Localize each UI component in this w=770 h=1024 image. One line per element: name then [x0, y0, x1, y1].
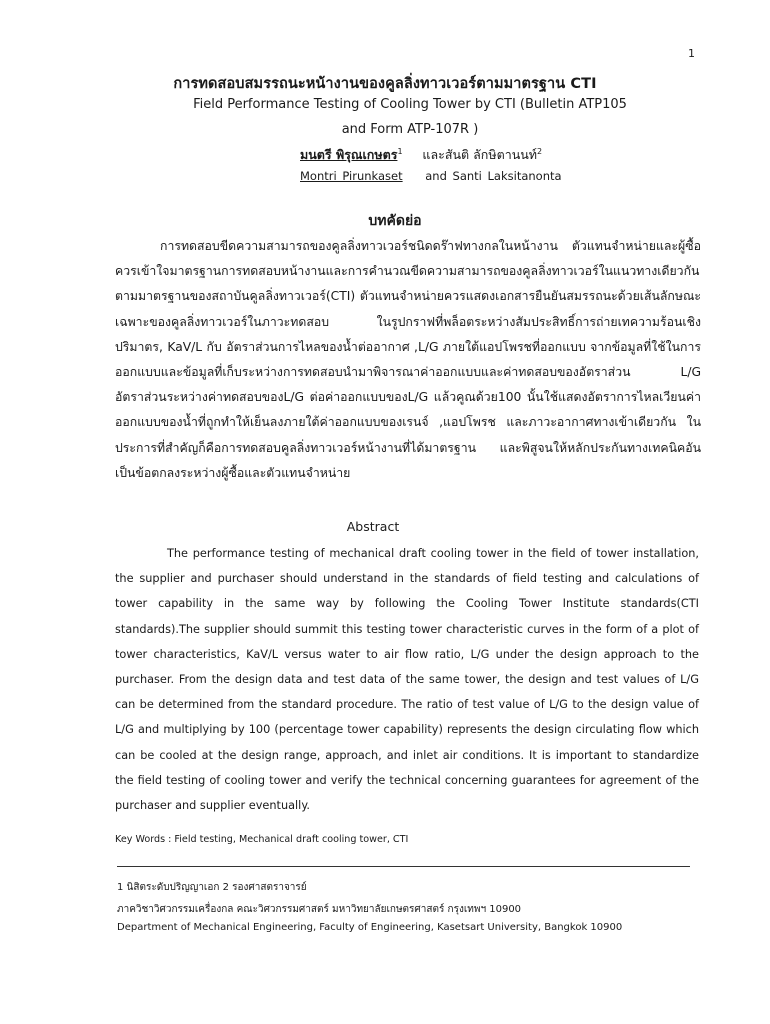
- thai-abstract-paragraph: การทดสอบขีดความสามารถของคูลลิ่งทาวเวอร์ชนิดดร๊าฟทางกลในหน้างาน ตัวแทนจำหน่ายและผู้ซื้อควรเข้าใจมาตรฐานการทดสอบหน้างานและการคำนวณขีดความสามารถของคูลลิ่งทาวเวอร์ในแนวทางเดียวกันตามมาตรฐานของสถาบันคูลลิ่งทาวเวอร์(CTI) ตัวแทนจำหน่ายควรแสดงเอกสารยืนยันสมรรถนะด้วยเส้นลักษณะเฉพาะของคูลลิ่งทาวเวอร์ในภาวะทดสอบ ในรูปกราฟที่พล็อตระหว่างสัมประสิทธิ์การถ่ายเทความร้อนเชิงปริมาตร, KaV/L กับ อัตราส่วนการไหลของน้ำต่ออากาศ ,L/G ภายใต้แอปโพรชที่ออกแบบ จากข้อมูลที่ใช้ในการออกแบบและข้อมูลที่เก็บระหว่างการทดสอบนำมาพิจารณาค่าออกแบบและค่าทดสอบของอัตราส่วน L/G อัตราส่วนระหว่างค่าทดสอบของL/G ต่อค่าออกแบบของL/G แล้วคูณด้วย100 นั้นใช้แสดงอัตราการไหลเวียนค่าออกแบบของน้ำที่ถูกทำให้เย็นลงภายใต้ค่าออกแบบของเรนจ์ ,แอปโพรช และภาวะอากาศทางเข้าเดียวกัน ในประการที่สำคัญก็คือการทดสอบคูลลิ่งทาวเวอร์หน้างานที่ได้มาตรฐาน และพิสูจนให้หลักประกันทางเทคนิคอันเป็นข้อตกลงระหว่างผู้ซื้อและตัวแทนจำหน่าย: [115, 239, 701, 480]
- paper-title-english-line-1: Field Performance Testing of Cooling Tower by CTI (Bulletin ATP105: [193, 97, 627, 112]
- author-1-english: Montri Pirunkaset: [300, 169, 403, 183]
- author-1-superscript: 1: [397, 146, 403, 156]
- abstract-heading: Abstract: [346, 519, 400, 534]
- author-2-superscript: 2: [537, 146, 543, 156]
- thai-abstract-heading: บทคัดย่อ: [368, 213, 422, 229]
- abstract-body: [115, 541, 699, 818]
- abstract-paragraph: The performance testing of mechanical draft cooling tower in the field of tower installation, the supplier and purchaser should understand in the standards of field testing and calculations of tower capability in the same way by following the Cooling Tower Institute standards(CTI standards).The supplier should summit this testing tower characteristic curves in the form of a plot of tower characteristics, KaV/L versus water to air flow ratio, L/G under the design approach to the purchaser. From the design data and test data of the same tower, the design and test values of L/G can be determined from the standard procedure. The ratio of test value of L/G to the design value of L/G and multiplying by 100 (percentage tower capability) represents the design circulating flow which can be cooled at the design range, approach, and inlet air conditions. It is important to standardize the field testing of cooling tower and verify the technical concerning guarantees for agreement of the purchaser and supplier eventually.: [115, 547, 699, 813]
- paper-title-english-line-2: and Form ATP-107R ): [341, 122, 479, 137]
- author-2-english: and Santi Laksitanonta: [425, 169, 562, 183]
- paper-title-thai: การทดสอบสมรรถนะหน้างานของคูลลิ่งทาวเวอร์ตามมาตรฐาน CTI: [173, 76, 597, 92]
- footnote-affiliation-thai: ภาควิชาวิศวกรรมเครื่องกล คณะวิศวกรรมศาสตร์ มหาวิทยาลัยเกษตรศาสตร์ กรุงเทพฯ 10900: [117, 904, 522, 915]
- page-number: 1: [688, 47, 695, 60]
- footnote-divider: [117, 866, 690, 867]
- authors-english: [300, 169, 562, 183]
- authors-thai: [300, 145, 542, 165]
- footnote-affiliation-english: Department of Mechanical Engineering, Faculty of Engineering, Kasetsart University, Bangkok 10900: [117, 922, 623, 933]
- author-1-thai: มนตรี พิรุณเกษตร: [300, 147, 398, 162]
- footnote-author-roles: 1 นิสิตระดับปริญญาเอก 2 รองศาสตราจารย์: [117, 882, 307, 893]
- thai-abstract-body: [115, 234, 701, 486]
- keywords: Key Words : Field testing, Mechanical draft cooling tower, CTI: [115, 834, 409, 845]
- author-2-thai: และสันติ ลักษิตานนท์: [422, 147, 538, 162]
